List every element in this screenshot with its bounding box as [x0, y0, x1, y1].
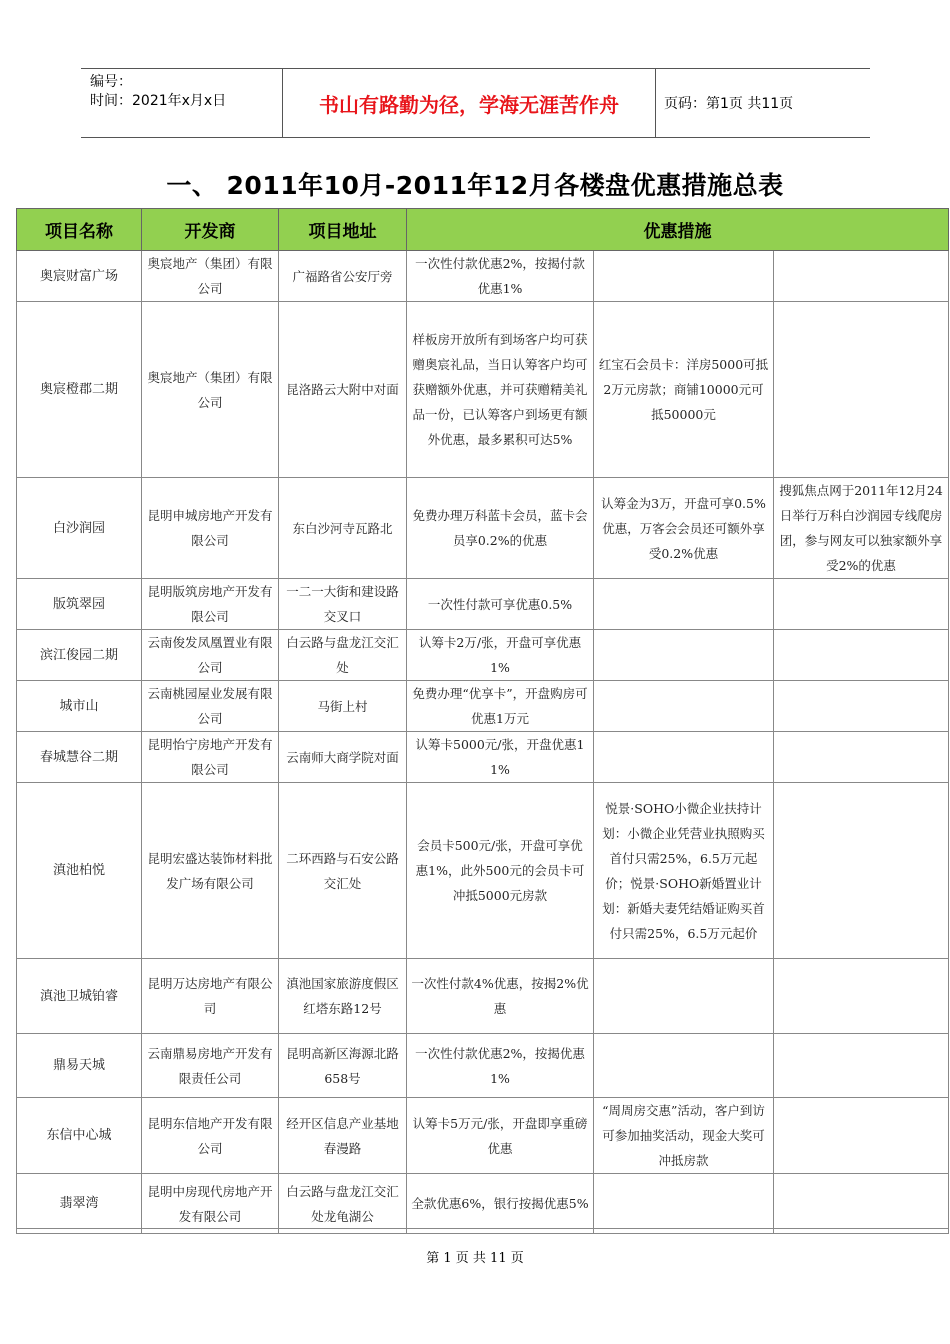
offer-cell-1: 认筹卡5万元/张，开盘即享重磅优惠	[407, 1098, 594, 1174]
offer-cell-2	[594, 251, 774, 302]
table-bottom-border	[16, 1228, 948, 1229]
developer-cell: 奥宸地产（集团）有限公司	[142, 302, 279, 478]
offer-cell-3	[774, 251, 949, 302]
project-name-cell: 奥宸财富广场	[17, 251, 142, 302]
address-cell: 昆洛路云大附中对面	[279, 302, 407, 478]
developer-cell: 云南桃园屋业发展有限公司	[142, 681, 279, 732]
offer-cell-3	[774, 1034, 949, 1098]
page-footer: 第 1 页 共 11 页	[426, 1251, 524, 1266]
offer-cell-3	[774, 1098, 949, 1174]
address-cell: 二环西路与石安公路交汇处	[279, 783, 407, 959]
offer-cell-2	[594, 1174, 774, 1234]
offer-cell-1: 免费办理“优享卡”，开盘购房可优惠1万元	[407, 681, 594, 732]
offer-cell-2	[594, 959, 774, 1034]
table-row	[17, 959, 949, 1034]
motto: 书山有路勤为径，学海无涯苦作舟	[282, 69, 656, 137]
address-cell: 经开区信息产业基地春漫路	[279, 1098, 407, 1174]
table-row	[17, 1174, 949, 1234]
table-row	[17, 302, 949, 478]
page-title: 一、 2011年10月-2011年12月各楼盘优惠措施总表	[166, 171, 784, 200]
developer-cell: 昆明版筑房地产开发有限公司	[142, 579, 279, 630]
offer-cell-1: 一次性付款4%优惠，按揭2%优惠	[407, 959, 594, 1034]
address-cell: 广福路省公安厅旁	[279, 251, 407, 302]
address-cell: 马街上村	[279, 681, 407, 732]
developer-cell: 昆明中房现代房地产开发有限公司	[142, 1174, 279, 1234]
offer-cell-2: 悦景·SOHO小微企业扶持计划：小微企业凭营业执照购买首付只需25%，6.5万元起价；悦景·SOHO新婚置业计划：新婚夫妻凭结婚证购买首付只需25%，6.5万元起价	[594, 783, 774, 959]
offer-cell-1: 会员卡500元/张，开盘可享优惠1%，此外500元的会员卡可冲抵5000元房款	[407, 783, 594, 959]
offer-cell-3	[774, 783, 949, 959]
table-header-row	[17, 209, 949, 251]
offer-cell-2	[594, 630, 774, 681]
address-cell: 东白沙河寺瓦路北	[279, 478, 407, 579]
offer-cell-1: 一次性付款优惠2%，按揭优惠1%	[407, 1034, 594, 1098]
project-name-cell: 城市山	[17, 681, 142, 732]
developer-cell: 奥宸地产（集团）有限公司	[142, 251, 279, 302]
table-row	[17, 630, 949, 681]
developer-cell: 云南俊发凤凰置业有限公司	[142, 630, 279, 681]
developer-cell: 云南鼎易房地产开发有限责任公司	[142, 1034, 279, 1098]
offer-cell-1: 全款优惠6%，银行按揭优惠5%	[407, 1174, 594, 1234]
offer-cell-3	[774, 1174, 949, 1234]
table-row	[17, 783, 949, 959]
address-cell: 白云路与盘龙江交汇处龙龟湖公	[279, 1174, 407, 1234]
offers-table	[16, 208, 949, 1234]
offer-cell-3	[774, 959, 949, 1034]
project-name-cell: 鼎易天城	[17, 1034, 142, 1098]
table-row	[17, 251, 949, 302]
offer-cell-1: 一次性付款可享优惠0.5%	[407, 579, 594, 630]
offer-cell-1: 免费办理万科蓝卡会员，蓝卡会员享0.2%的优惠	[407, 478, 594, 579]
project-name-cell: 东信中心城	[17, 1098, 142, 1174]
offer-cell-1: 样板房开放所有到场客户均可获赠奥宸礼品，当日认筹客户均可获赠额外优惠，并可获赠精美礼品一份，已认筹客户到场更有额外优惠，最多累积可达5%	[407, 302, 594, 478]
project-name-cell: 春城慧谷二期	[17, 732, 142, 783]
project-name-cell: 滇池柏悦	[17, 783, 142, 959]
offer-cell-3	[774, 302, 949, 478]
project-name-cell: 滨江俊园二期	[17, 630, 142, 681]
number-label: 编号：	[90, 74, 132, 90]
time-label: 时间：2021年x月x日	[90, 93, 227, 109]
address-cell: 云南师大商学院对面	[279, 732, 407, 783]
header-offers: 优惠措施	[407, 209, 949, 251]
header-meta	[90, 73, 226, 111]
table-row	[17, 681, 949, 732]
developer-cell: 昆明东信地产开发有限公司	[142, 1098, 279, 1174]
header-project-name: 项目名称	[17, 209, 142, 251]
table-row	[17, 732, 949, 783]
project-name-cell: 滇池卫城铂睿	[17, 959, 142, 1034]
offer-cell-3	[774, 732, 949, 783]
address-cell: 一二一大街和建设路交叉口	[279, 579, 407, 630]
developer-cell: 昆明宏盛达装饰材料批发广场有限公司	[142, 783, 279, 959]
table-row	[17, 579, 949, 630]
offer-cell-1: 认筹卡2万/张，开盘可享优惠1%	[407, 630, 594, 681]
header-developer: 开发商	[142, 209, 279, 251]
offer-cell-3	[774, 579, 949, 630]
developer-cell: 昆明万达房地产有限公司	[142, 959, 279, 1034]
table-row	[17, 1034, 949, 1098]
offer-cell-2	[594, 579, 774, 630]
table-row	[17, 478, 949, 579]
address-cell: 白云路与盘龙江交汇处	[279, 630, 407, 681]
offer-cell-2: 认筹金为3万，开盘可享0.5%优惠，万客会会员还可额外享受0.2%优惠	[594, 478, 774, 579]
project-name-cell: 翡翠湾	[17, 1174, 142, 1234]
offer-cell-3	[774, 681, 949, 732]
header-address: 项目地址	[279, 209, 407, 251]
developer-cell: 昆明怡宁房地产开发有限公司	[142, 732, 279, 783]
offer-cell-1: 认筹卡5000元/张，开盘优惠11%	[407, 732, 594, 783]
address-cell: 滇池国家旅游度假区红塔东路12号	[279, 959, 407, 1034]
offer-cell-2: 红宝石会员卡：洋房5000可抵2万元房款；商铺10000元可抵50000元	[594, 302, 774, 478]
offer-cell-2	[594, 681, 774, 732]
offer-cell-3	[774, 630, 949, 681]
developer-cell: 昆明申城房地产开发有限公司	[142, 478, 279, 579]
table-row	[17, 1098, 949, 1174]
address-cell: 昆明高新区海源北路658号	[279, 1034, 407, 1098]
project-name-cell: 白沙润园	[17, 478, 142, 579]
offer-cell-3: 搜狐焦点网于2011年12月24日举行万科白沙润园专线爬房团，参与网友可以独家额外享受2%的优惠	[774, 478, 949, 579]
offer-cell-2: “周周房交惠”活动，客户到访可参加抽奖活动，现金大奖可冲抵房款	[594, 1098, 774, 1174]
project-name-cell: 版筑翠园	[17, 579, 142, 630]
project-name-cell: 奥宸橙郡二期	[17, 302, 142, 478]
offer-cell-2	[594, 732, 774, 783]
document-header	[81, 68, 870, 138]
page-info: 页码：第1页 共11页	[664, 96, 794, 112]
offer-cell-1: 一次性付款优惠2%，按揭付款优惠1%	[407, 251, 594, 302]
offer-cell-2	[594, 1034, 774, 1098]
